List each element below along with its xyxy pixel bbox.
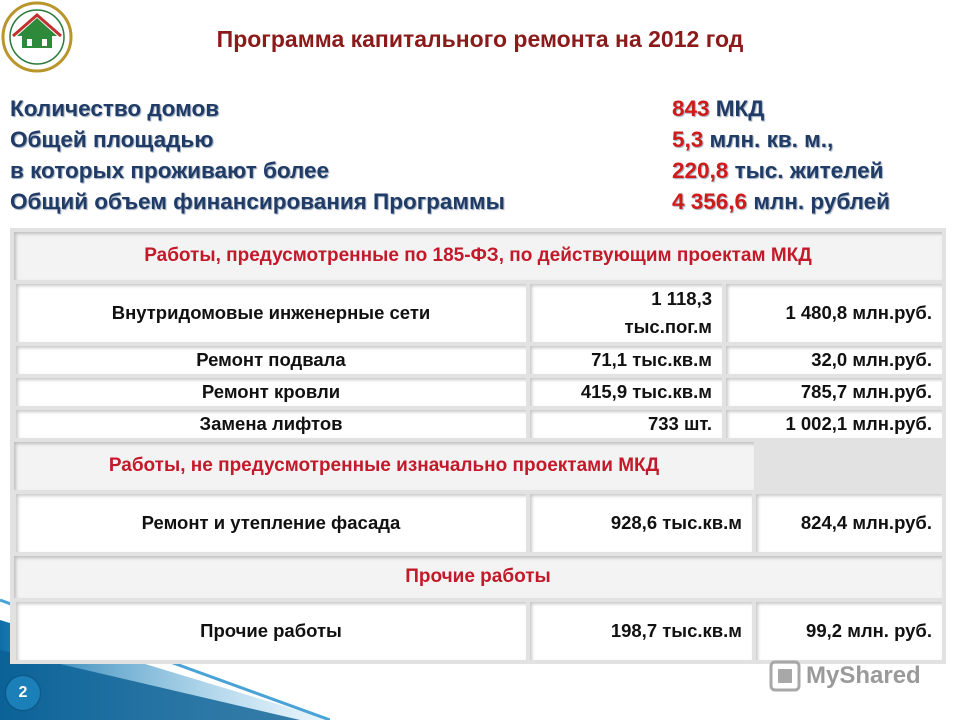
- summary-value-number: 4 356,6: [672, 189, 748, 214]
- table-row-quantity: 71,1 тыс.кв.м: [530, 346, 722, 374]
- summary-label: Общей площадью: [10, 127, 214, 152]
- section-header: Работы, не предусмотренные изначально проектами МКД: [14, 442, 754, 490]
- summary-value: [672, 93, 764, 124]
- table-row-name: Замена лифтов: [16, 410, 526, 438]
- table-row-name: Ремонт кровли: [16, 378, 526, 406]
- summary-label: в которых проживают более: [10, 158, 330, 183]
- table-row-cost: 32,0 млн.руб.: [726, 346, 942, 374]
- watermark-logo-icon: [768, 659, 802, 693]
- summary-value-number: 220,8: [672, 158, 729, 183]
- table-row-quantity-line1: 1 118,3: [651, 288, 712, 309]
- summary-value-number: 5,3: [672, 127, 704, 152]
- summary-value-unit: млн. кв. м.,: [703, 127, 834, 152]
- table-row-quantity-line2: тыс.пог.м: [624, 316, 712, 337]
- table-row-quantity: 198,7 тыс.кв.м: [530, 602, 752, 660]
- summary-label: Общий объем финансирования Программы: [10, 189, 505, 214]
- table-row-cost: 785,7 млн.руб.: [726, 378, 942, 406]
- page-number-badge: 2: [6, 676, 40, 710]
- summary-block: [10, 93, 950, 217]
- table-row-name: Ремонт и утепление фасада: [16, 494, 526, 552]
- table-row-quantity: 415,9 тыс.кв.м: [530, 378, 722, 406]
- summary-row: [10, 124, 950, 155]
- summary-value: [672, 186, 890, 217]
- table-row-quantity: [530, 284, 722, 342]
- summary-value-number: 843: [672, 96, 710, 121]
- summary-label: Количество домов: [10, 96, 220, 121]
- watermark-text: MyShared: [806, 662, 921, 689]
- section-header: Прочие работы: [14, 556, 942, 598]
- section-header: Работы, предусмотренные по 185-ФЗ, по действующим проектам МКД: [14, 232, 942, 280]
- table-row-name: Внутридомовые инженерные сети: [16, 284, 526, 342]
- page-title: Программа капитального ремонта на 2012 год: [216, 26, 744, 52]
- table-row-quantity: 733 шт.: [530, 410, 722, 438]
- table-row-name: Прочие работы: [16, 602, 526, 660]
- summary-value: [672, 124, 833, 155]
- table-row-name: Ремонт подвала: [16, 346, 526, 374]
- watermark: [768, 656, 921, 696]
- summary-row: [10, 93, 950, 124]
- summary-value-unit: млн. рублей: [747, 189, 890, 214]
- table-row-cost: 99,2 млн. руб.: [756, 602, 942, 660]
- table-row-quantity: 928,6 тыс.кв.м: [530, 494, 752, 552]
- works-table: [10, 228, 946, 664]
- table-row-cost: 1 480,8 млн.руб.: [726, 284, 942, 342]
- summary-row: [10, 186, 950, 217]
- summary-value-unit: тыс. жителей: [728, 158, 884, 183]
- summary-value: [672, 155, 883, 186]
- table-row-cost: 824,4 млн.руб.: [756, 494, 942, 552]
- summary-row: [10, 155, 950, 186]
- table-row-cost: 1 002,1 млн.руб.: [726, 410, 942, 438]
- summary-value-unit: МКД: [709, 96, 765, 121]
